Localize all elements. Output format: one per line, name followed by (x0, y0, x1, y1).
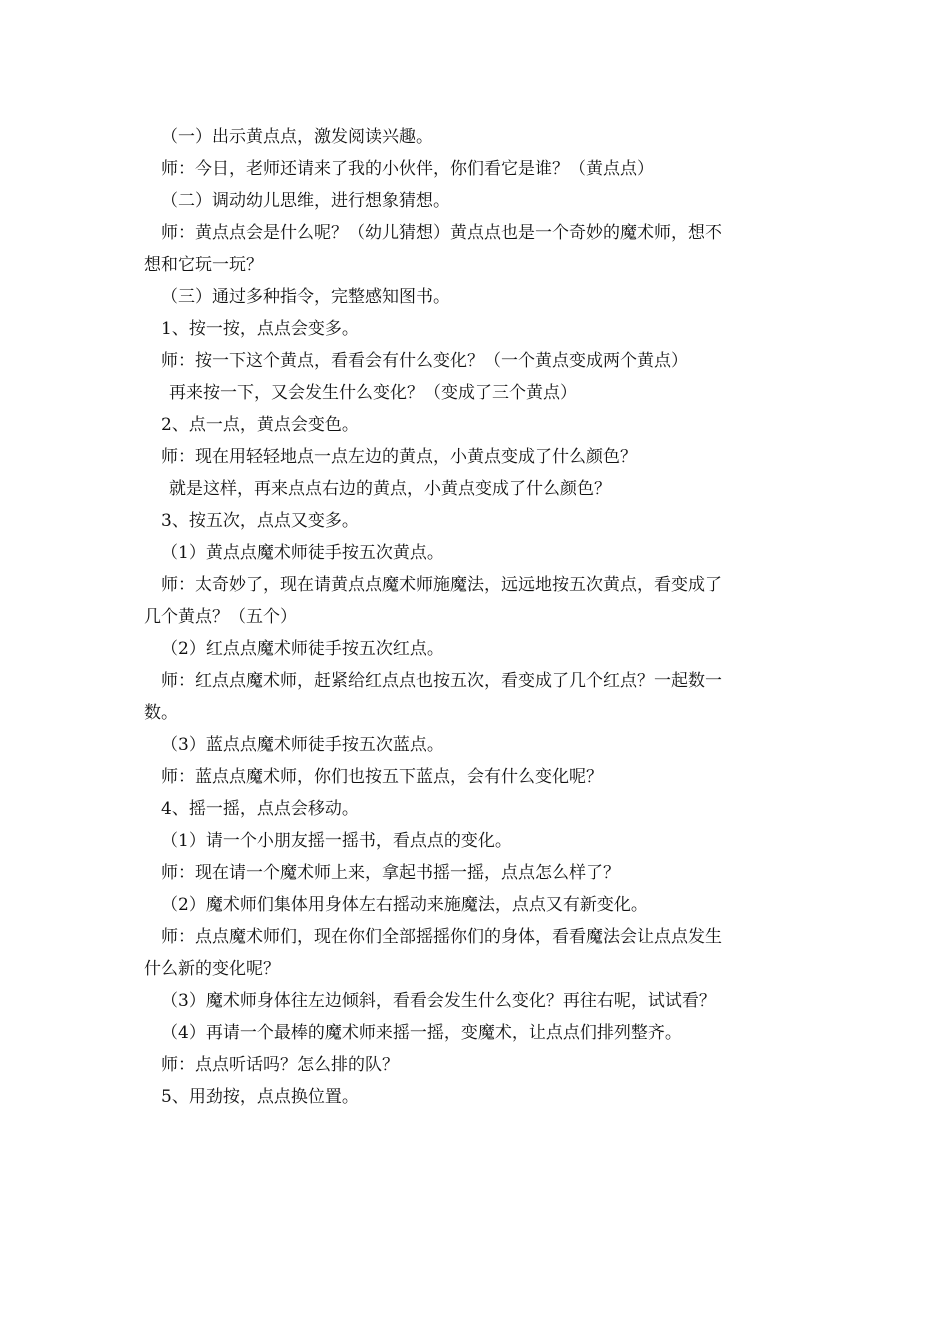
paragraph: 再来按一下，又会发生什么变化？（变成了三个黄点） (169, 383, 577, 403)
sub-step: （2）魔术师们集体用身体左右摇动来施魔法，点点又有新变化。 (161, 895, 648, 915)
paragraph: 师：黄点点会是什么呢？（幼儿猜想）黄点点也是一个奇妙的魔术师，想不 (161, 223, 722, 243)
paragraph: 师：蓝点点魔术师，你们也按五下蓝点，会有什么变化呢？ (161, 767, 603, 787)
paragraph: 师：点点听话吗？怎么排的队？ (161, 1055, 399, 1075)
sub-step: （3）蓝点点魔术师徒手按五次蓝点。 (161, 735, 444, 755)
paragraph: 师：红点点魔术师，赶紧给红点点也按五次，看变成了几个红点？一起数一 (161, 671, 722, 691)
section-heading-1: （一）出示黄点点，激发阅读兴趣。 (161, 127, 433, 147)
step-heading-2: 2、点一点，黄点会变色。 (161, 415, 359, 435)
section-heading-2: （二）调动幼儿思维，进行想象猜想。 (161, 191, 450, 211)
sub-step: （3）魔术师身体往左边倾斜，看看会发生什么变化？再往右呢，试试看？ (161, 991, 716, 1011)
sub-step: （1）请一个小朋友摇一摇书，看点点的变化。 (161, 831, 512, 851)
paragraph: 师：现在请一个魔术师上来，拿起书摇一摇，点点怎么样了？ (161, 863, 620, 883)
sub-step: （1）黄点点魔术师徒手按五次黄点。 (161, 543, 444, 563)
sub-step: （2）红点点魔术师徒手按五次红点。 (161, 639, 444, 659)
paragraph-continuation: 想和它玩一玩？ (144, 255, 263, 275)
step-heading-4: 4、摇一摇，点点会移动。 (161, 799, 359, 819)
paragraph: 师：太奇妙了，现在请黄点点魔术师施魔法，远远地按五次黄点，看变成了 (161, 575, 722, 595)
paragraph-continuation: 数。 (144, 703, 178, 723)
paragraph: 师：今日，老师还请来了我的小伙伴，你们看它是谁？（黄点点） (161, 159, 654, 179)
paragraph-continuation: 几个黄点？（五个） (144, 607, 297, 627)
paragraph-continuation: 什么新的变化呢？ (144, 959, 280, 979)
paragraph: 师：点点魔术师们，现在你们全部摇摇你们的身体，看看魔法会让点点发生 (161, 927, 722, 947)
paragraph: 师：现在用轻轻地点一点左边的黄点，小黄点变成了什么颜色？ (161, 447, 637, 467)
step-heading-3: 3、按五次，点点又变多。 (161, 511, 359, 531)
section-heading-3: （三）通过多种指令，完整感知图书。 (161, 287, 450, 307)
paragraph: 师：按一下这个黄点，看看会有什么变化？（一个黄点变成两个黄点） (161, 351, 688, 371)
paragraph: 就是这样，再来点点右边的黄点，小黄点变成了什么颜色？ (169, 479, 611, 499)
sub-step: （4）再请一个最棒的魔术师来摇一摇，变魔术，让点点们排列整齐。 (161, 1023, 682, 1043)
step-heading-5: 5、用劲按，点点换位置。 (161, 1087, 359, 1107)
step-heading-1: 1、按一按，点点会变多。 (161, 319, 359, 339)
document-body (144, 121, 804, 1113)
